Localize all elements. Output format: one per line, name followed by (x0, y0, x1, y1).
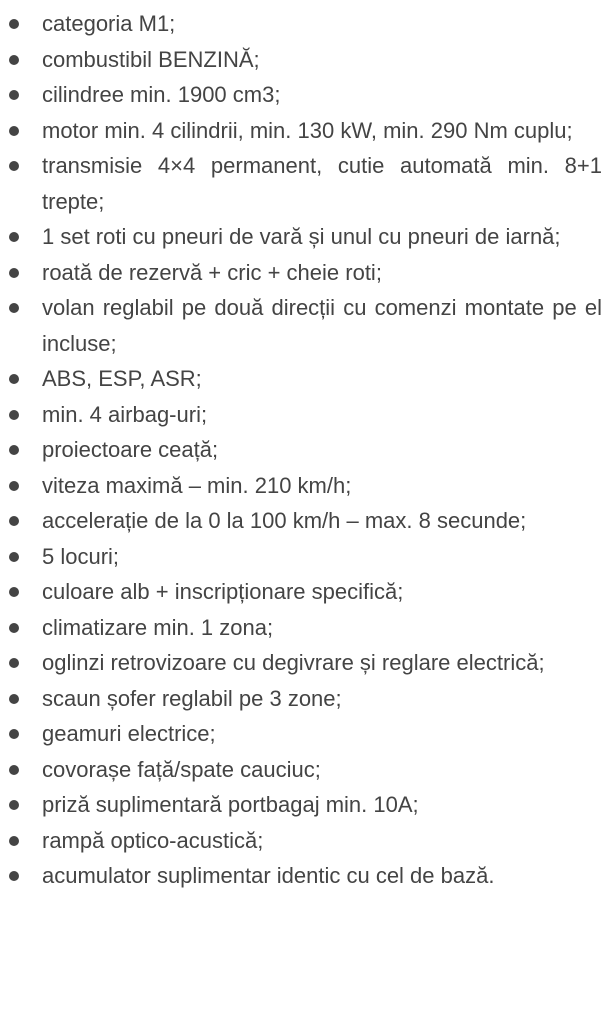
bullet-icon (9, 410, 19, 420)
list-item-text: rampă optico-acustică; (42, 827, 264, 853)
list-item (42, 503, 602, 539)
list-item (42, 113, 602, 149)
bullet-icon (9, 658, 19, 668)
list-item (42, 361, 602, 397)
list-item-text: 5 locuri; (42, 543, 120, 569)
list-item-text: motor min. 4 cilindrii, min. 130 kW, min. 290 Nm cuplu; (42, 117, 573, 143)
list-item-text: viteza maximă – min. 210 km/h; (42, 472, 352, 498)
list-item (42, 823, 602, 859)
bullet-icon (9, 623, 19, 633)
bullet-icon (9, 516, 19, 526)
list-item-text: accelerație de la 0 la 100 km/h – max. 8 secunde; (42, 508, 527, 533)
list-item-text: ABS, ESP, ASR; (42, 366, 202, 391)
bullet-icon (9, 694, 19, 704)
bullet-icon (9, 765, 19, 775)
bullet-icon (9, 481, 19, 491)
list-item (42, 787, 602, 823)
list-item (42, 539, 602, 575)
bullet-icon (9, 836, 19, 846)
list-item-text: transmisie 4×4 permanent, cutie automată min. 8+1 trepte; (42, 153, 602, 214)
list-item-text: volan reglabil pe două direcții cu comenzi montate pe el incluse; (42, 295, 602, 356)
list-item (42, 432, 602, 468)
list-item-text: 1 set roti cu pneuri de vară și unul cu pneuri de iarnă; (42, 224, 561, 249)
list-item-text: acumulator suplimentar identic cu cel de bază. (42, 863, 495, 888)
bullet-icon (9, 303, 19, 313)
list-item-text: priză suplimentară portbagaj min. 10A; (42, 792, 419, 817)
bullet-icon (9, 374, 19, 384)
list-item (42, 148, 602, 219)
list-item (42, 645, 602, 681)
list-item-text: scaun șofer reglabil pe 3 zone; (42, 685, 342, 711)
list-item-text: cilindree min. 1900 cm3; (42, 82, 281, 107)
list-item-text: proiectoare ceață; (42, 437, 219, 462)
list-item (42, 77, 602, 113)
bullet-icon (9, 55, 19, 65)
list-item-text: climatizare min. 1 zona; (42, 614, 274, 640)
bullet-icon (9, 552, 19, 562)
bullet-icon (9, 19, 19, 29)
list-item (42, 6, 602, 42)
list-item (42, 610, 602, 646)
list-item-text: covorașe față/spate cauciuc; (42, 756, 321, 782)
list-item (42, 858, 602, 894)
bullet-icon (9, 126, 19, 136)
bullet-icon (9, 871, 19, 881)
bullet-icon (9, 90, 19, 100)
list-item (42, 42, 602, 78)
bullet-icon (9, 729, 19, 739)
list-item-text: categoria M1; (42, 11, 176, 36)
list-item (42, 752, 602, 788)
list-item (42, 397, 602, 433)
bullet-icon (9, 161, 19, 171)
list-item-text: roată de rezervă + cric + cheie roti; (42, 259, 382, 285)
list-item (42, 681, 602, 717)
list-item (42, 219, 602, 255)
list-item-text: culoare alb + inscripționare specifică; (42, 579, 404, 604)
bullet-icon (9, 587, 19, 597)
bullet-icon (9, 268, 19, 278)
list-item-text: combustibil BENZINĂ; (42, 46, 260, 72)
list-item (42, 574, 602, 610)
list-item-text: geamuri electrice; (42, 721, 216, 746)
list-item-text: oglinzi retrovizoare cu degivrare și reglare electrică; (42, 650, 545, 675)
bullet-icon (9, 232, 19, 242)
bullet-icon (9, 800, 19, 810)
list-item (42, 716, 602, 752)
list-item-text: min. 4 airbag-uri; (42, 401, 208, 427)
list-item (42, 290, 602, 361)
bullet-icon (9, 445, 19, 455)
list-item (42, 468, 602, 504)
list-item (42, 255, 602, 291)
